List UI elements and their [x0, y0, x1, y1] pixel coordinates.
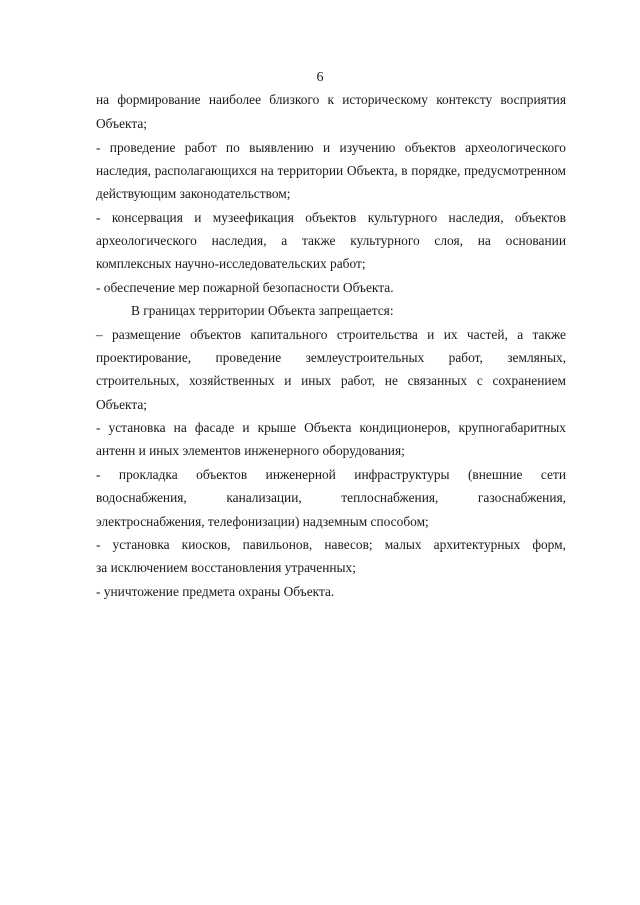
text-line: строительных, хозяйственных и иных работ, не связанных с сохранением	[96, 373, 566, 388]
text-line: - уничтожение предмета охраны Объекта.	[96, 584, 335, 599]
text-line: Объекта;	[96, 116, 148, 131]
text-line: электроснабжения, телефонизации) надземным способом;	[96, 514, 429, 529]
text-line: водоснабжения, канализации, теплоснабжения, газоснабжения,	[96, 490, 566, 505]
page-number: 6	[316, 70, 324, 85]
text-line: антенн и иных элементов инженерного оборудования;	[96, 443, 405, 458]
text-line: на формирование наиболее близкого к историческому контексту восприятия	[96, 92, 566, 107]
text-line: – размещение объектов капитального строительства и их частей, а также	[96, 327, 566, 342]
text-line: археологического наследия, а также культурного слоя, на основании	[96, 233, 566, 248]
paragraph-heading: В границах территории Объекта запрещается:	[131, 303, 394, 318]
text-line: - установка киосков, павильонов, навесов; малых архитектурных форм,	[96, 537, 566, 552]
text-line: - установка на фасаде и крыше Объекта кондиционеров, крупногабаритных	[96, 420, 566, 435]
text-line: за исключением восстановления утраченных;	[96, 560, 356, 575]
text-line: действующим законодательством;	[96, 186, 291, 201]
text-line: проектирование, проведение землеустроительных работ, земляных,	[96, 350, 566, 365]
text-line: комплексных научно-исследовательских работ;	[96, 256, 366, 271]
text-line: - консервация и музеефикация объектов культурного наследия, объектов	[96, 210, 566, 225]
text-line: наследия, располагающихся на территории Объекта, в порядке, предусмотренном	[96, 163, 566, 178]
text-line: Объекта;	[96, 397, 148, 412]
text-line: - обеспечение мер пожарной безопасности Объекта.	[96, 280, 394, 295]
text-line: - проведение работ по выявлению и изучению объектов археологического	[96, 140, 566, 155]
text-line: - прокладка объектов инженерной инфраструктуры (внешние сети	[96, 467, 566, 482]
